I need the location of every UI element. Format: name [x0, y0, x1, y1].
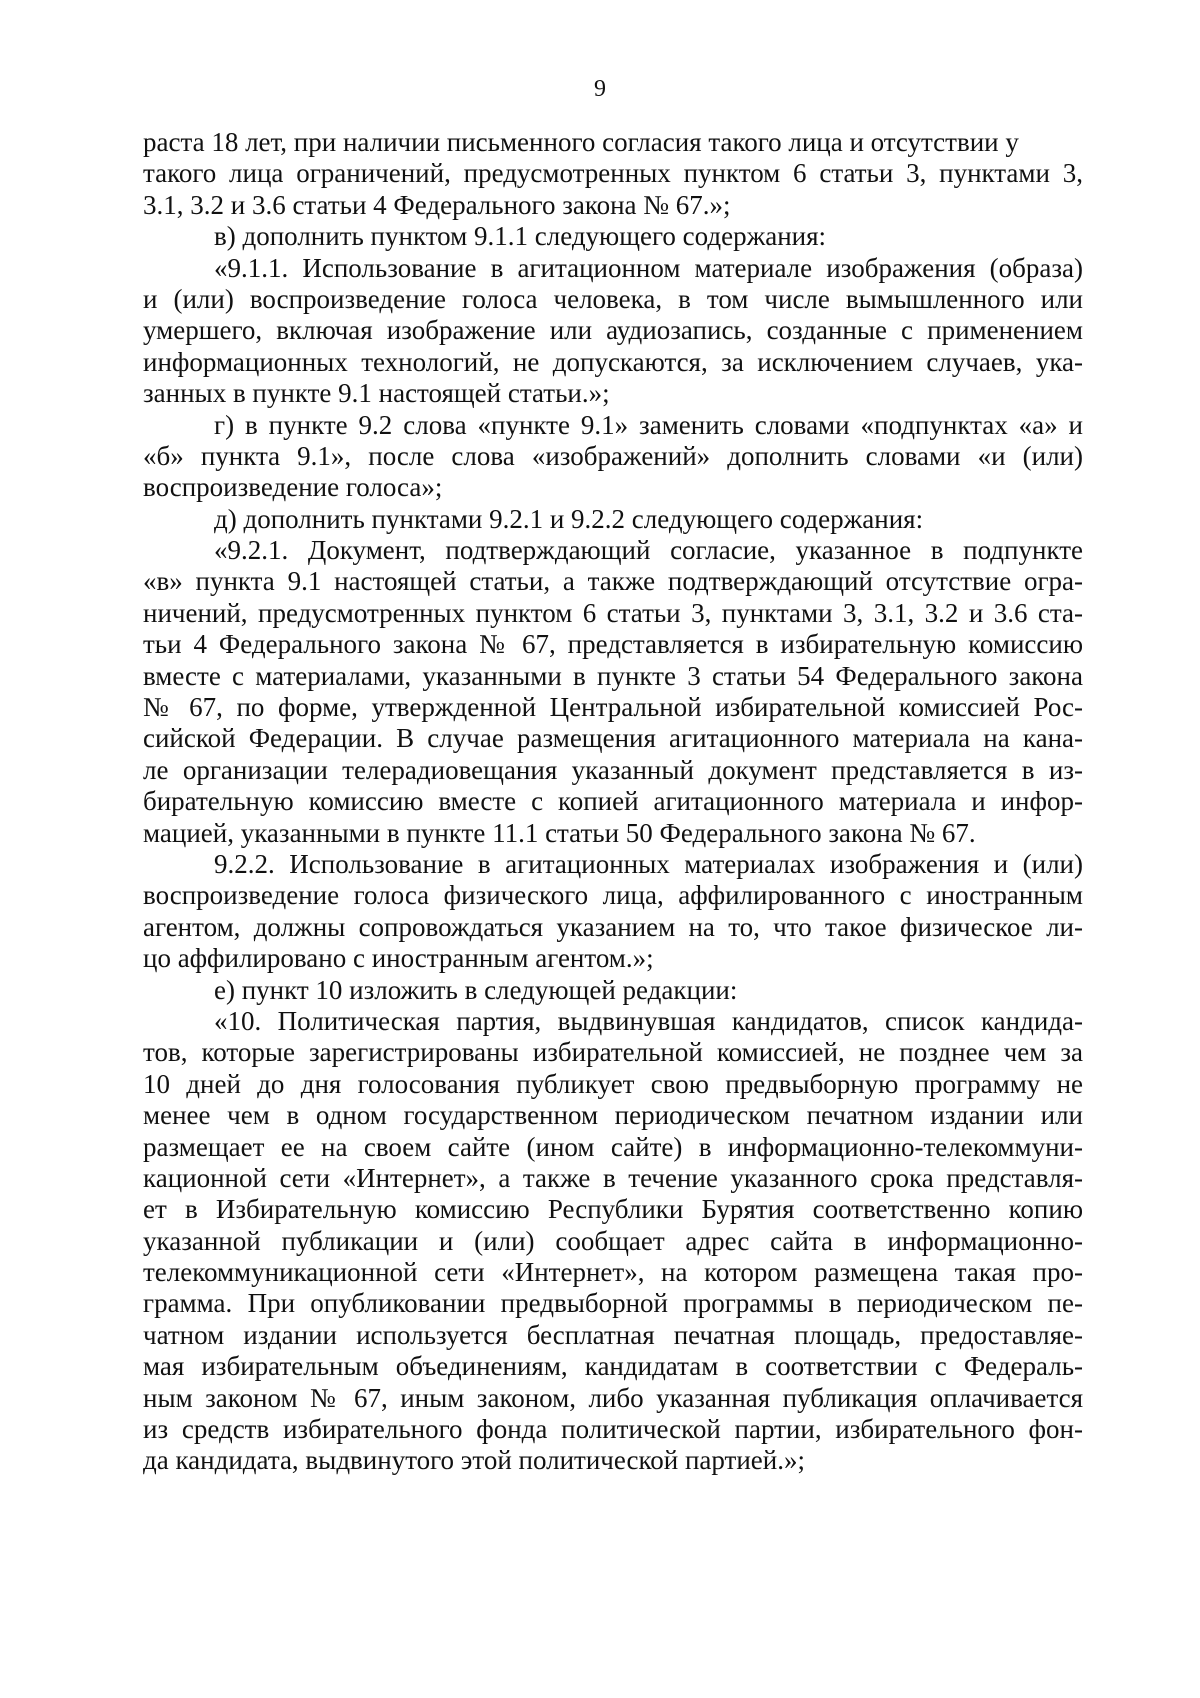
- text-line: е) пункт 10 изложить в следующей редакции:: [214, 974, 738, 1005]
- text-line: 9.2.2. Использование в агитационных материалах изображения и (или): [214, 848, 1083, 879]
- text-line: занных в пункте 9.1 настоящей статьи.»;: [143, 378, 610, 409]
- text-line: в) дополнить пунктом 9.1.1 следующего содержания:: [214, 221, 827, 252]
- text-line: воспроизведение голоса физического лица, аффилированного с иностранным: [143, 880, 1083, 911]
- text-line: информационных технологий, не допускаются, за исключением случаев, ука-: [143, 346, 1083, 377]
- text-line: тов, которые зарегистрированы избирательной комиссией, не позднее чем за: [143, 1037, 1083, 1068]
- text-line: ным законом № 67, иным законом, либо указанная публикация оплачивается: [143, 1382, 1083, 1413]
- text-line: агентом, должны сопровождаться указанием на то, что такое физическое ли-: [143, 911, 1083, 942]
- text-line: сийской Федерации. В случае размещения агитационного материала на кана-: [143, 723, 1083, 754]
- text-line: «б» пункта 9.1», после слова «изображений» дополнить словами «и (или): [143, 440, 1083, 471]
- text-line: «10. Политическая партия, выдвинувшая кандидатов, список кандида-: [214, 1005, 1083, 1036]
- text-line: грамма. При опубликовании предвыборной программы в периодическом пе-: [143, 1288, 1083, 1319]
- text-line: цо аффилировано с иностранным агентом.»;: [143, 943, 654, 974]
- text-line: ничений, предусмотренных пунктом 6 статьи 3, пунктами 3, 3.1, 3.2 и 3.6 ста-: [143, 597, 1083, 628]
- text-line: 3.1, 3.2 и 3.6 статьи 4 Федерального закона № 67.»;: [143, 189, 731, 220]
- text-line: г) в пункте 9.2 слова «пункте 9.1» заменить словами «подпунктах «а» и: [214, 409, 1083, 440]
- text-line: чатном издании используется бесплатная печатная площадь, предоставляе-: [143, 1319, 1083, 1350]
- text-line: кационной сети «Интернет», а также в течение указанного срока представля-: [143, 1162, 1083, 1193]
- text-line: «9.2.1. Документ, подтверждающий согласие, указанное в подпункте: [214, 535, 1083, 566]
- text-line: «в» пункта 9.1 настоящей статьи, а также подтверждающий отсутствие огра-: [143, 566, 1083, 597]
- text-line: и (или) воспроизведение голоса человека, в том числе вымышленного или: [143, 283, 1083, 314]
- text-line: воспроизведение голоса»;: [143, 472, 443, 503]
- text-line: вместе с материалами, указанными в пункте 3 статьи 54 Федерального закона: [143, 660, 1083, 691]
- text-line: менее чем в одном государственном периодическом печатном издании или: [143, 1100, 1083, 1131]
- text-line: мацией, указанными в пункте 11.1 статьи 50 Федерального закона № 67.: [143, 817, 976, 848]
- text-line: мая избирательным объединениям, кандидатам в соответствии с Федераль-: [143, 1351, 1083, 1382]
- text-line: 10 дней до дня голосования публикует свою предвыборную программу не: [143, 1068, 1083, 1099]
- text-line: «9.1.1. Использование в агитационном материале изображения (образа): [214, 252, 1083, 283]
- text-line: телекоммуникационной сети «Интернет», на котором размещена такая про-: [143, 1257, 1083, 1288]
- text-line: д) дополнить пунктами 9.2.1 и 9.2.2 следующего содержания:: [214, 503, 924, 534]
- text-line: тьи 4 Федерального закона № 67, представляется в избирательную комиссию: [143, 629, 1083, 660]
- text-line: ле организации телерадиовещания указанный документ представляется в из-: [143, 754, 1083, 785]
- text-line: раста 18 лет, при наличии письменного согласия такого лица и отсутствии у: [143, 127, 1019, 157]
- page-number: 9: [594, 76, 606, 102]
- text-line: бирательную комиссию вместе с копией агитационного материала и инфор-: [143, 786, 1083, 817]
- text-line: да кандидата, выдвинутого этой политической партией.»;: [143, 1445, 805, 1476]
- text-line: размещает ее на своем сайте (ином сайте) в информационно-телекоммуни-: [143, 1131, 1083, 1162]
- text-line: умершего, включая изображение или аудиозапись, созданные с применением: [143, 315, 1083, 346]
- text-line: из средств избирательного фонда политической партии, избирательного фон-: [143, 1414, 1083, 1445]
- text-line: указанной публикации и (или) сообщает адрес сайта в информационно-: [143, 1225, 1083, 1256]
- document-body: [143, 127, 1083, 1477]
- text-line: ет в Избирательную комиссию Республики Бурятия соответственно копию: [143, 1194, 1083, 1225]
- text-line: такого лица ограничений, предусмотренных пунктом 6 статьи 3, пунктами 3,: [143, 158, 1083, 189]
- text-line: № 67, по форме, утвержденной Центральной избирательной комиссией Рос-: [143, 692, 1083, 723]
